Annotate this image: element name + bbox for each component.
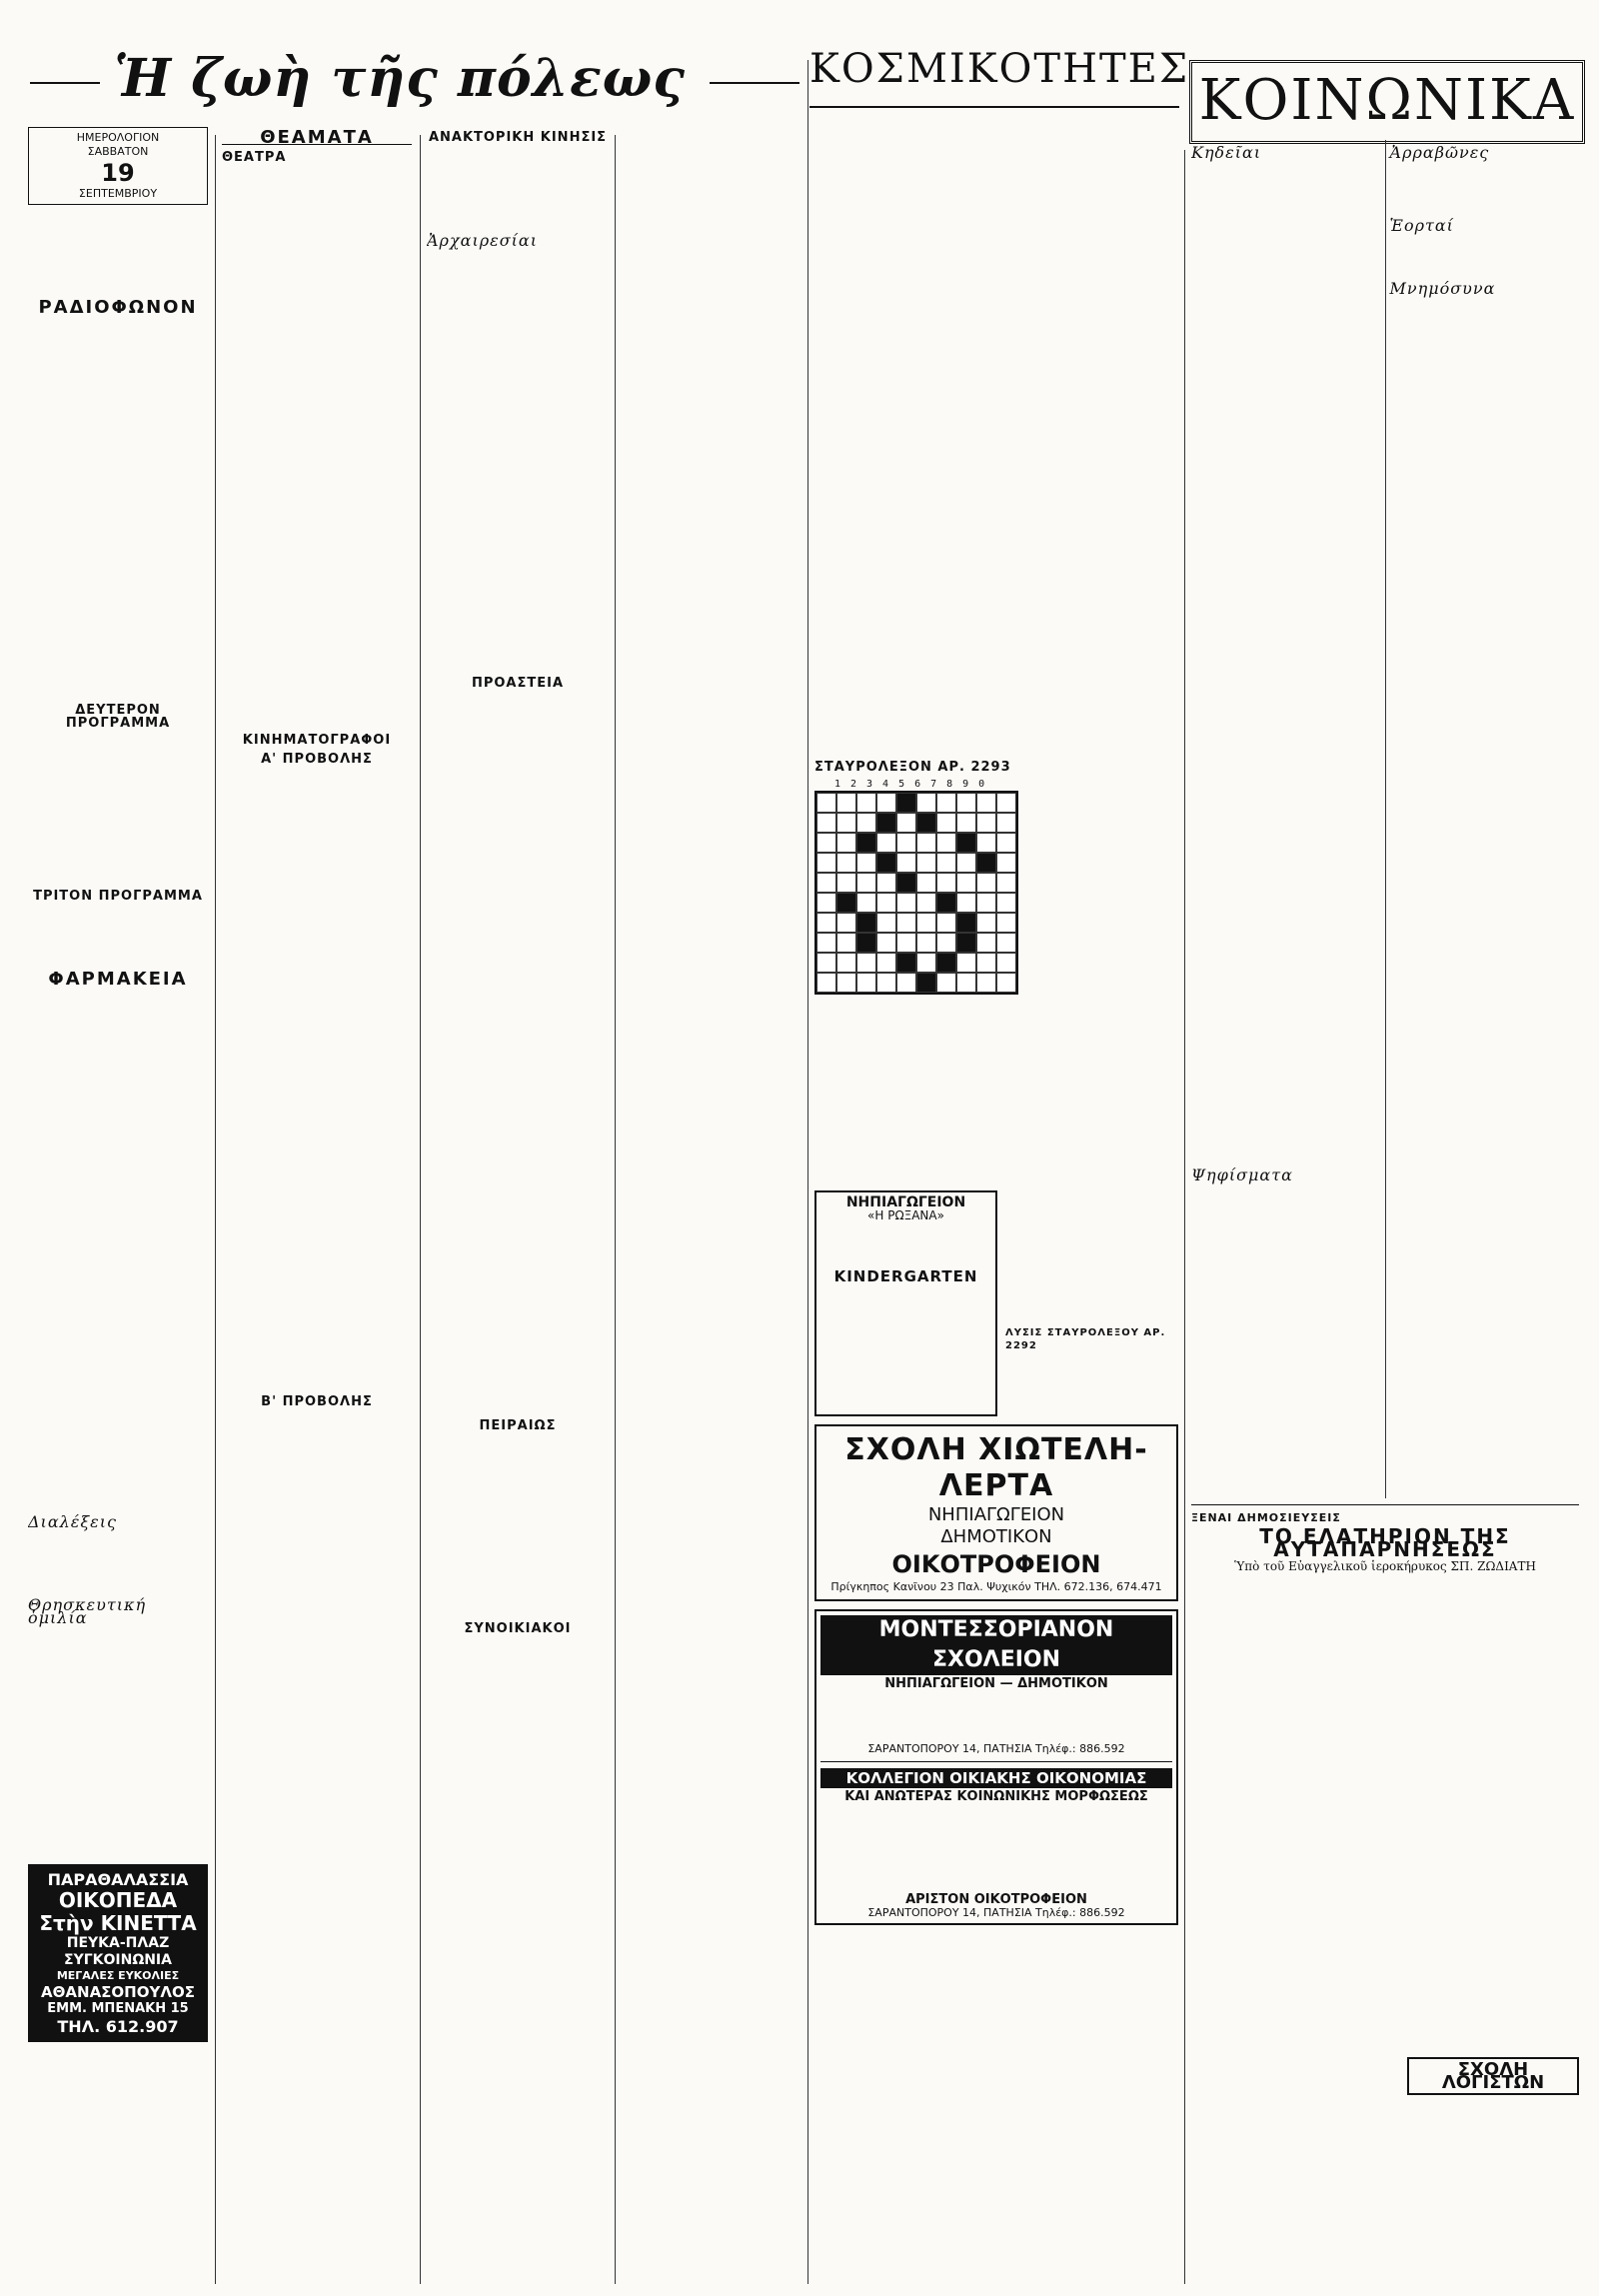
- roxana-ad: [814, 1190, 997, 1416]
- crossword-cell[interactable]: [876, 793, 896, 813]
- solution-text: [1005, 1356, 1178, 1416]
- masthead-title: Ἡ ζωὴ τῆς πόλεως: [114, 48, 686, 109]
- koinonika-heading: ΚΟΙΝΩΝΙΚΑ: [1189, 60, 1585, 144]
- crossword-cell[interactable]: [996, 833, 1016, 853]
- roxana-text: [818, 1222, 993, 1270]
- crossword-cell[interactable]: [896, 893, 916, 913]
- crossword-cell[interactable]: [816, 813, 836, 833]
- third-program-text: [28, 907, 208, 967]
- crossword-cell[interactable]: [896, 933, 916, 953]
- crossword-cell[interactable]: [996, 913, 1016, 933]
- column-rule: [420, 135, 421, 2284]
- chiotelis-sub3: ΟΙΚΟΤΡΟΦΕΙΟΝ: [891, 1550, 1101, 1578]
- montessori-sub: ΝΗΠΙΑΓΩΓΕΙΟΝ — ΔΗΜΟΤΙΚΟΝ: [884, 1676, 1108, 1691]
- crossword-cell[interactable]: [936, 973, 956, 993]
- ad-line: ΑΘΑΝΑΣΟΠΟΥΛΟΣ: [41, 1983, 195, 2001]
- college-sub: ΚΑΙ ΑΝΩΤΕΡΑΣ ΚΟΙΝΩΝΙΚΗΣ ΜΟΡΦΩΣΕΩΣ: [844, 1789, 1148, 1804]
- crossword-cell[interactable]: [976, 933, 996, 953]
- second-run-listings: [222, 1412, 412, 2192]
- kosmikotites-heading: ΚΟΣΜΙΚΟΤΗΤΕΣ: [809, 46, 1179, 108]
- votes-text: [1191, 1185, 1379, 1485]
- crossword-cell[interactable]: [996, 973, 1016, 993]
- second-run-heading: Β' ΠΡΟΒΟΛΗΣ: [261, 1394, 373, 1409]
- crossword-black-cell: [916, 813, 936, 833]
- column-rule: [215, 135, 216, 2284]
- college-text: [820, 1803, 1172, 1893]
- crossword-cell[interactable]: [916, 873, 936, 893]
- crossword-cell[interactable]: [856, 973, 876, 993]
- crossword-cell[interactable]: [876, 873, 896, 893]
- celebrations-heading: Ἑορταί: [1389, 216, 1454, 235]
- montessori-title: ΜΟΝΤΕΣΣΟΡΙΑΝΟΝ ΣΧΟΛΕΙΟΝ: [820, 1615, 1172, 1675]
- crossword-black-cell: [876, 853, 896, 873]
- ad-line: ΜΕΓΑΛΕΣ ΕΥΚΟΛΙΕΣ: [56, 1969, 180, 1982]
- crossword-black-cell: [856, 933, 876, 953]
- crossword-cell[interactable]: [836, 833, 856, 853]
- crossword-cell[interactable]: [916, 853, 936, 873]
- roxana-title: ΝΗΠΙΑΓΩΓΕΙΟΝ: [845, 1194, 966, 1210]
- suburbs-heading: ΠΡΟΑΣΤΕΙΑ: [471, 676, 565, 691]
- crossword-cell[interactable]: [976, 913, 996, 933]
- masthead-rule-right: [710, 82, 800, 84]
- archaeology-heading: Ἀρχαιρεσίαι: [427, 231, 538, 250]
- crossword-black-cell: [896, 873, 916, 893]
- ad-line: ΤΗΛ. 612.907: [57, 2017, 179, 2036]
- solution-block: [1005, 1190, 1178, 1416]
- crossword-cell[interactable]: [916, 913, 936, 933]
- crossword-cell[interactable]: [916, 833, 936, 853]
- social-article-text: [814, 125, 1178, 755]
- column-rule: [807, 60, 808, 2284]
- engagements-heading: Ἀρραβῶνες: [1389, 143, 1490, 162]
- suburban-heading: ΣΥΝΟΙΚΙΑΚΟΙ: [464, 1621, 572, 1636]
- first-run-heading: Α' ΠΡΟΒΟΛΗΣ: [261, 752, 373, 767]
- crossword-cell[interactable]: [816, 853, 836, 873]
- suburbs-listings: [427, 694, 609, 1413]
- article-byline: Ὑπὸ τοῦ Εὐαγγελικοῦ ἱεροκήρυκος ΣΠ. ΖΩΔΙΑΤΗ: [1234, 1559, 1536, 1573]
- college-address: ΣΑΡΑΝΤΟΠΟΡΟΥ 14, ΠΑΤΗΣΙΑ Τηλέφ.: 886.592: [867, 1906, 1125, 1919]
- engagements-column: [1385, 140, 1579, 1498]
- funerals-column: [1191, 140, 1379, 1498]
- crossword-cell[interactable]: [936, 793, 956, 813]
- crossword-cell[interactable]: [876, 953, 896, 973]
- article-text: [1191, 1577, 1579, 2057]
- crossword-cell[interactable]: [916, 953, 936, 973]
- crossword-cell[interactable]: [876, 913, 896, 933]
- crossword-black-cell: [936, 893, 956, 913]
- crossword-title: ΣΤΑΥΡΟΛΕΞΟΝ ΑΡ. 2293: [814, 760, 1011, 775]
- crossword-cell[interactable]: [876, 833, 896, 853]
- crossword-black-cell: [956, 913, 976, 933]
- crossword-cell[interactable]: [816, 893, 836, 913]
- funerals-text: [1191, 163, 1379, 1162]
- crossword-black-cell: [896, 793, 916, 813]
- masthead-left: [30, 48, 800, 118]
- crossword-cell[interactable]: [976, 813, 996, 833]
- column-calendar-radio: [28, 125, 208, 2284]
- crossword-block: [814, 778, 1018, 995]
- crossword-cell[interactable]: [816, 973, 836, 993]
- ad-line: ΠΕΥΚΑ-ΠΛΑΖ: [66, 1935, 170, 1951]
- crossword-black-cell: [916, 973, 936, 993]
- crossword-cell[interactable]: [936, 813, 956, 833]
- crossword-cell[interactable]: [996, 813, 1016, 833]
- montessori-text: [820, 1690, 1172, 1742]
- crossword-cell[interactable]: [976, 793, 996, 813]
- funerals-heading: Κηδεῖαι: [1191, 143, 1262, 162]
- crossword-cell[interactable]: [836, 793, 856, 813]
- calendar-weekday: ΣΑΒΒΑΤΟΝ: [87, 145, 149, 158]
- calendar-label: ΗΜΕΡΟΛΟΓΙΟΝ: [76, 131, 160, 144]
- cinema-heading: ΚΙΝΗΜΑΤΟΓΡΑΦΟΙ: [242, 733, 392, 748]
- memorials-heading: Μνημόσυνα: [1389, 279, 1496, 298]
- crossword-cell[interactable]: [876, 933, 896, 953]
- piraeus-heading: ΠΕΙΡΑΙΩΣ: [479, 1418, 557, 1433]
- crossword-cell[interactable]: [816, 873, 836, 893]
- crossword-number-row: 1234567890: [834, 779, 995, 790]
- religious-heading: Θρησκευτική ὁμιλία: [28, 1595, 147, 1627]
- roxana-details: [818, 1283, 993, 1375]
- lectures-text: [28, 1532, 208, 1592]
- crossword-area: [814, 778, 1178, 995]
- crossword-black-cell: [836, 893, 856, 913]
- koinonika-top: [1191, 140, 1579, 1498]
- crossword-black-cell: [936, 953, 956, 973]
- crossword-cell[interactable]: [996, 933, 1016, 953]
- crossword-cell[interactable]: [996, 853, 1016, 873]
- crossword-cell[interactable]: [856, 953, 876, 973]
- college-title: ΚΟΛΛΕΓΙΟΝ ΟΙΚΙΑΚΗΣ ΟΙΚΟΝΟΜΙΑΣ: [820, 1768, 1172, 1788]
- first-run-listings: [222, 770, 412, 1389]
- ad-line: ΕΜΜ. ΜΠΕΝΑΚΗ 15: [47, 2001, 189, 2016]
- calendar-day: 19: [101, 159, 135, 187]
- college-board: ΑΡΙΣΤΟΝ ΟΙΚΟΤΡΟΦΕΙΟΝ: [905, 1892, 1087, 1907]
- column-rule: [615, 135, 616, 2284]
- kinetta-ad: [28, 1864, 208, 2042]
- chiotelis-sub1: ΝΗΠΙΑΓΩΓΕΙΟΝ: [927, 1504, 1065, 1525]
- masthead-rule-left: [30, 82, 100, 84]
- crossword-cell[interactable]: [856, 853, 876, 873]
- crossword-cell[interactable]: [936, 853, 956, 873]
- announcements-text: [427, 148, 609, 228]
- crossword-cell[interactable]: [836, 813, 856, 833]
- crossword-cell[interactable]: [896, 833, 916, 853]
- crossword-cell[interactable]: [876, 973, 896, 993]
- crossword-cell[interactable]: [936, 933, 956, 953]
- column-koinonika: [1191, 140, 1579, 2284]
- crossword-cell[interactable]: [836, 973, 856, 993]
- chiotelis-lerta-ad: [814, 1424, 1178, 1601]
- pharmacies-heading: ΦΑΡΜΑΚΕΙΑ: [48, 969, 188, 990]
- foreign-heading: ΞΕΝΑΙ ΔΗΜΟΣΙΕΥΣΕΙΣ: [1191, 1511, 1341, 1524]
- montessori-ad: [814, 1609, 1178, 1925]
- crossword-black-cell: [856, 913, 876, 933]
- crossword-cell[interactable]: [956, 953, 976, 973]
- logist-ad: ΣΧΟΛΗ ΛΟΓΙΣΤΩΝ: [1407, 2057, 1579, 2095]
- third-program-heading: ΤΡΙΤΟΝ ΠΡΟΓΡΑΜΜΑ: [33, 889, 203, 904]
- theama-heading: ΘΕΑΜΑΤΑ: [222, 131, 412, 145]
- ad-line: ΟΙΚΟΠΕΔΑ: [58, 1888, 178, 1912]
- calendar-month: ΣΕΠΤΕΜΒΡΙΟΥ: [78, 187, 158, 200]
- crossword-black-cell: [976, 853, 996, 873]
- crossword-black-cell: [876, 813, 896, 833]
- radio-heading: ΡΑΔΙΟΦΩΝΟΝ: [38, 297, 198, 318]
- crossword-black-cell: [896, 953, 916, 973]
- crossword-cell[interactable]: [856, 793, 876, 813]
- crossword-cell[interactable]: [936, 833, 956, 853]
- ad-line: ΣΥΓΚΟΙΝΩΝΙΑ: [64, 1952, 172, 1968]
- calendar-text: [28, 205, 208, 295]
- crossword-cell[interactable]: [976, 873, 996, 893]
- roxana-kindergarten: KINDERGARTEN: [833, 1267, 978, 1285]
- divider: [1191, 1504, 1579, 1505]
- crossword-cell[interactable]: [836, 933, 856, 953]
- theatre-listings: [222, 168, 412, 728]
- solution-heading: ΛΥΣΙΣ ΣΤΑΥΡΟΛΕΞΟΥ ΑΡ. 2292: [1005, 1327, 1166, 1351]
- crossword-cell[interactable]: [836, 953, 856, 973]
- crossword-cell[interactable]: [856, 893, 876, 913]
- crossword-side-text: [1026, 778, 1178, 988]
- crossword-cell[interactable]: [816, 913, 836, 933]
- votes-heading: Ψηφίσματα: [1191, 1165, 1293, 1184]
- crossword-cell[interactable]: [996, 793, 1016, 813]
- chiotelis-title: ΣΧΟΛΗ ΧΙΩΤΕΛΗ-ΛΕΡΤΑ: [844, 1432, 1148, 1503]
- montessori-address: ΣΑΡΑΝΤΟΠΟΡΟΥ 14, ΠΑΤΗΣΙΑ Τηλέφ.: 886.592: [867, 1742, 1125, 1755]
- crossword-cell[interactable]: [896, 973, 916, 993]
- ad-line: ΠΑΡΑΘΑΛΑΣΣΙΑ: [47, 1870, 189, 1889]
- column-listings: [427, 125, 609, 2284]
- engagements-text: [1390, 163, 1579, 213]
- crossword-cell[interactable]: [836, 853, 856, 873]
- suburban-listings: [427, 1639, 609, 2099]
- crossword-cell[interactable]: [956, 873, 976, 893]
- crossword-cell[interactable]: [896, 853, 916, 873]
- crossword-cell[interactable]: [976, 893, 996, 913]
- ad-line: Στὴν ΚΙΝΕΤΤΑ: [39, 1911, 197, 1935]
- lectures-heading: Διαλέξεις: [28, 1512, 117, 1531]
- crossword-cell[interactable]: [816, 933, 836, 953]
- crossword-text-continued: [1005, 1190, 1178, 1320]
- crossword-cell[interactable]: [836, 913, 856, 933]
- crossword-cell[interactable]: [956, 893, 976, 913]
- piraeus-listings: [427, 1436, 609, 1616]
- calendar-box: [28, 127, 208, 205]
- crossword-cell[interactable]: [896, 813, 916, 833]
- crossword-black-cell: [856, 833, 876, 853]
- crossword-cell[interactable]: [936, 913, 956, 933]
- crossword-cell[interactable]: [996, 893, 1016, 913]
- crossword-clues: [814, 1001, 1178, 1190]
- chiotelis-sub2: ΔΗΜΟΤΙΚΟΝ: [940, 1526, 1052, 1547]
- divider: [820, 1761, 1172, 1762]
- crossword-black-cell: [956, 833, 976, 853]
- crossword-cell[interactable]: [956, 973, 976, 993]
- column-rule: [1184, 150, 1185, 2284]
- crossword-cell[interactable]: [816, 793, 836, 813]
- crossword-cell[interactable]: [956, 853, 976, 873]
- crossword-cell[interactable]: [836, 873, 856, 893]
- second-program-heading: ΔΕΥΤΕΡΟΝ ΠΡΟΓΡΑΜΜΑ: [65, 703, 171, 731]
- column-theama: [222, 125, 412, 2284]
- memorials-text: [1390, 299, 1579, 1498]
- crossword-cell[interactable]: [916, 793, 936, 813]
- roxana-name: «Η ΡΩΞΑΝΑ»: [867, 1208, 944, 1222]
- archaeology-text: [427, 251, 609, 671]
- crossword-cell[interactable]: [996, 873, 1016, 893]
- second-program-text: [28, 734, 208, 884]
- theatre-heading: ΘΕΑΤΡΑ: [222, 150, 287, 165]
- announcements-heading: ΑΝΑΚΤΟΡΙΚΗ ΚΙΝΗΣΙΣ: [428, 130, 608, 145]
- crossword-cell[interactable]: [896, 913, 916, 933]
- crossword-cell[interactable]: [976, 833, 996, 853]
- crossword-cell[interactable]: [816, 953, 836, 973]
- crossword-black-cell: [956, 933, 976, 953]
- crossword-grid[interactable]: [814, 791, 1018, 995]
- crossword-cell[interactable]: [916, 933, 936, 953]
- pharmacies-text: [28, 990, 208, 1509]
- celebrations-text: [1390, 236, 1579, 276]
- crossword-cell[interactable]: [916, 893, 936, 913]
- crossword-cell[interactable]: [856, 873, 876, 893]
- crossword-cell[interactable]: [956, 793, 976, 813]
- crossword-cell[interactable]: [856, 813, 876, 833]
- crossword-cell[interactable]: [876, 893, 896, 913]
- crossword-cell[interactable]: [996, 953, 1016, 973]
- radio-text: [28, 318, 208, 698]
- article-title: ΤΟ ΕΛΑΤΗΡΙΟΝ ΤΗΣ ΑΥΤΑΠΑΡΝΗΣΕΩΣ: [1259, 1524, 1511, 1561]
- chiotelis-address: Πρίγκηπος Κανῖνου 23 Παλ. Ψυχικόν ΤΗΛ. 672.136, 674.471: [830, 1580, 1162, 1593]
- crossword-cell[interactable]: [956, 813, 976, 833]
- crossword-cell[interactable]: [936, 873, 956, 893]
- crossword-cell[interactable]: [816, 833, 836, 853]
- religious-text: [28, 1628, 208, 1858]
- crossword-cell[interactable]: [976, 953, 996, 973]
- column-social-crossword: [814, 125, 1178, 2284]
- mid-row: [814, 1190, 1178, 1416]
- crossword-cell[interactable]: [976, 973, 996, 993]
